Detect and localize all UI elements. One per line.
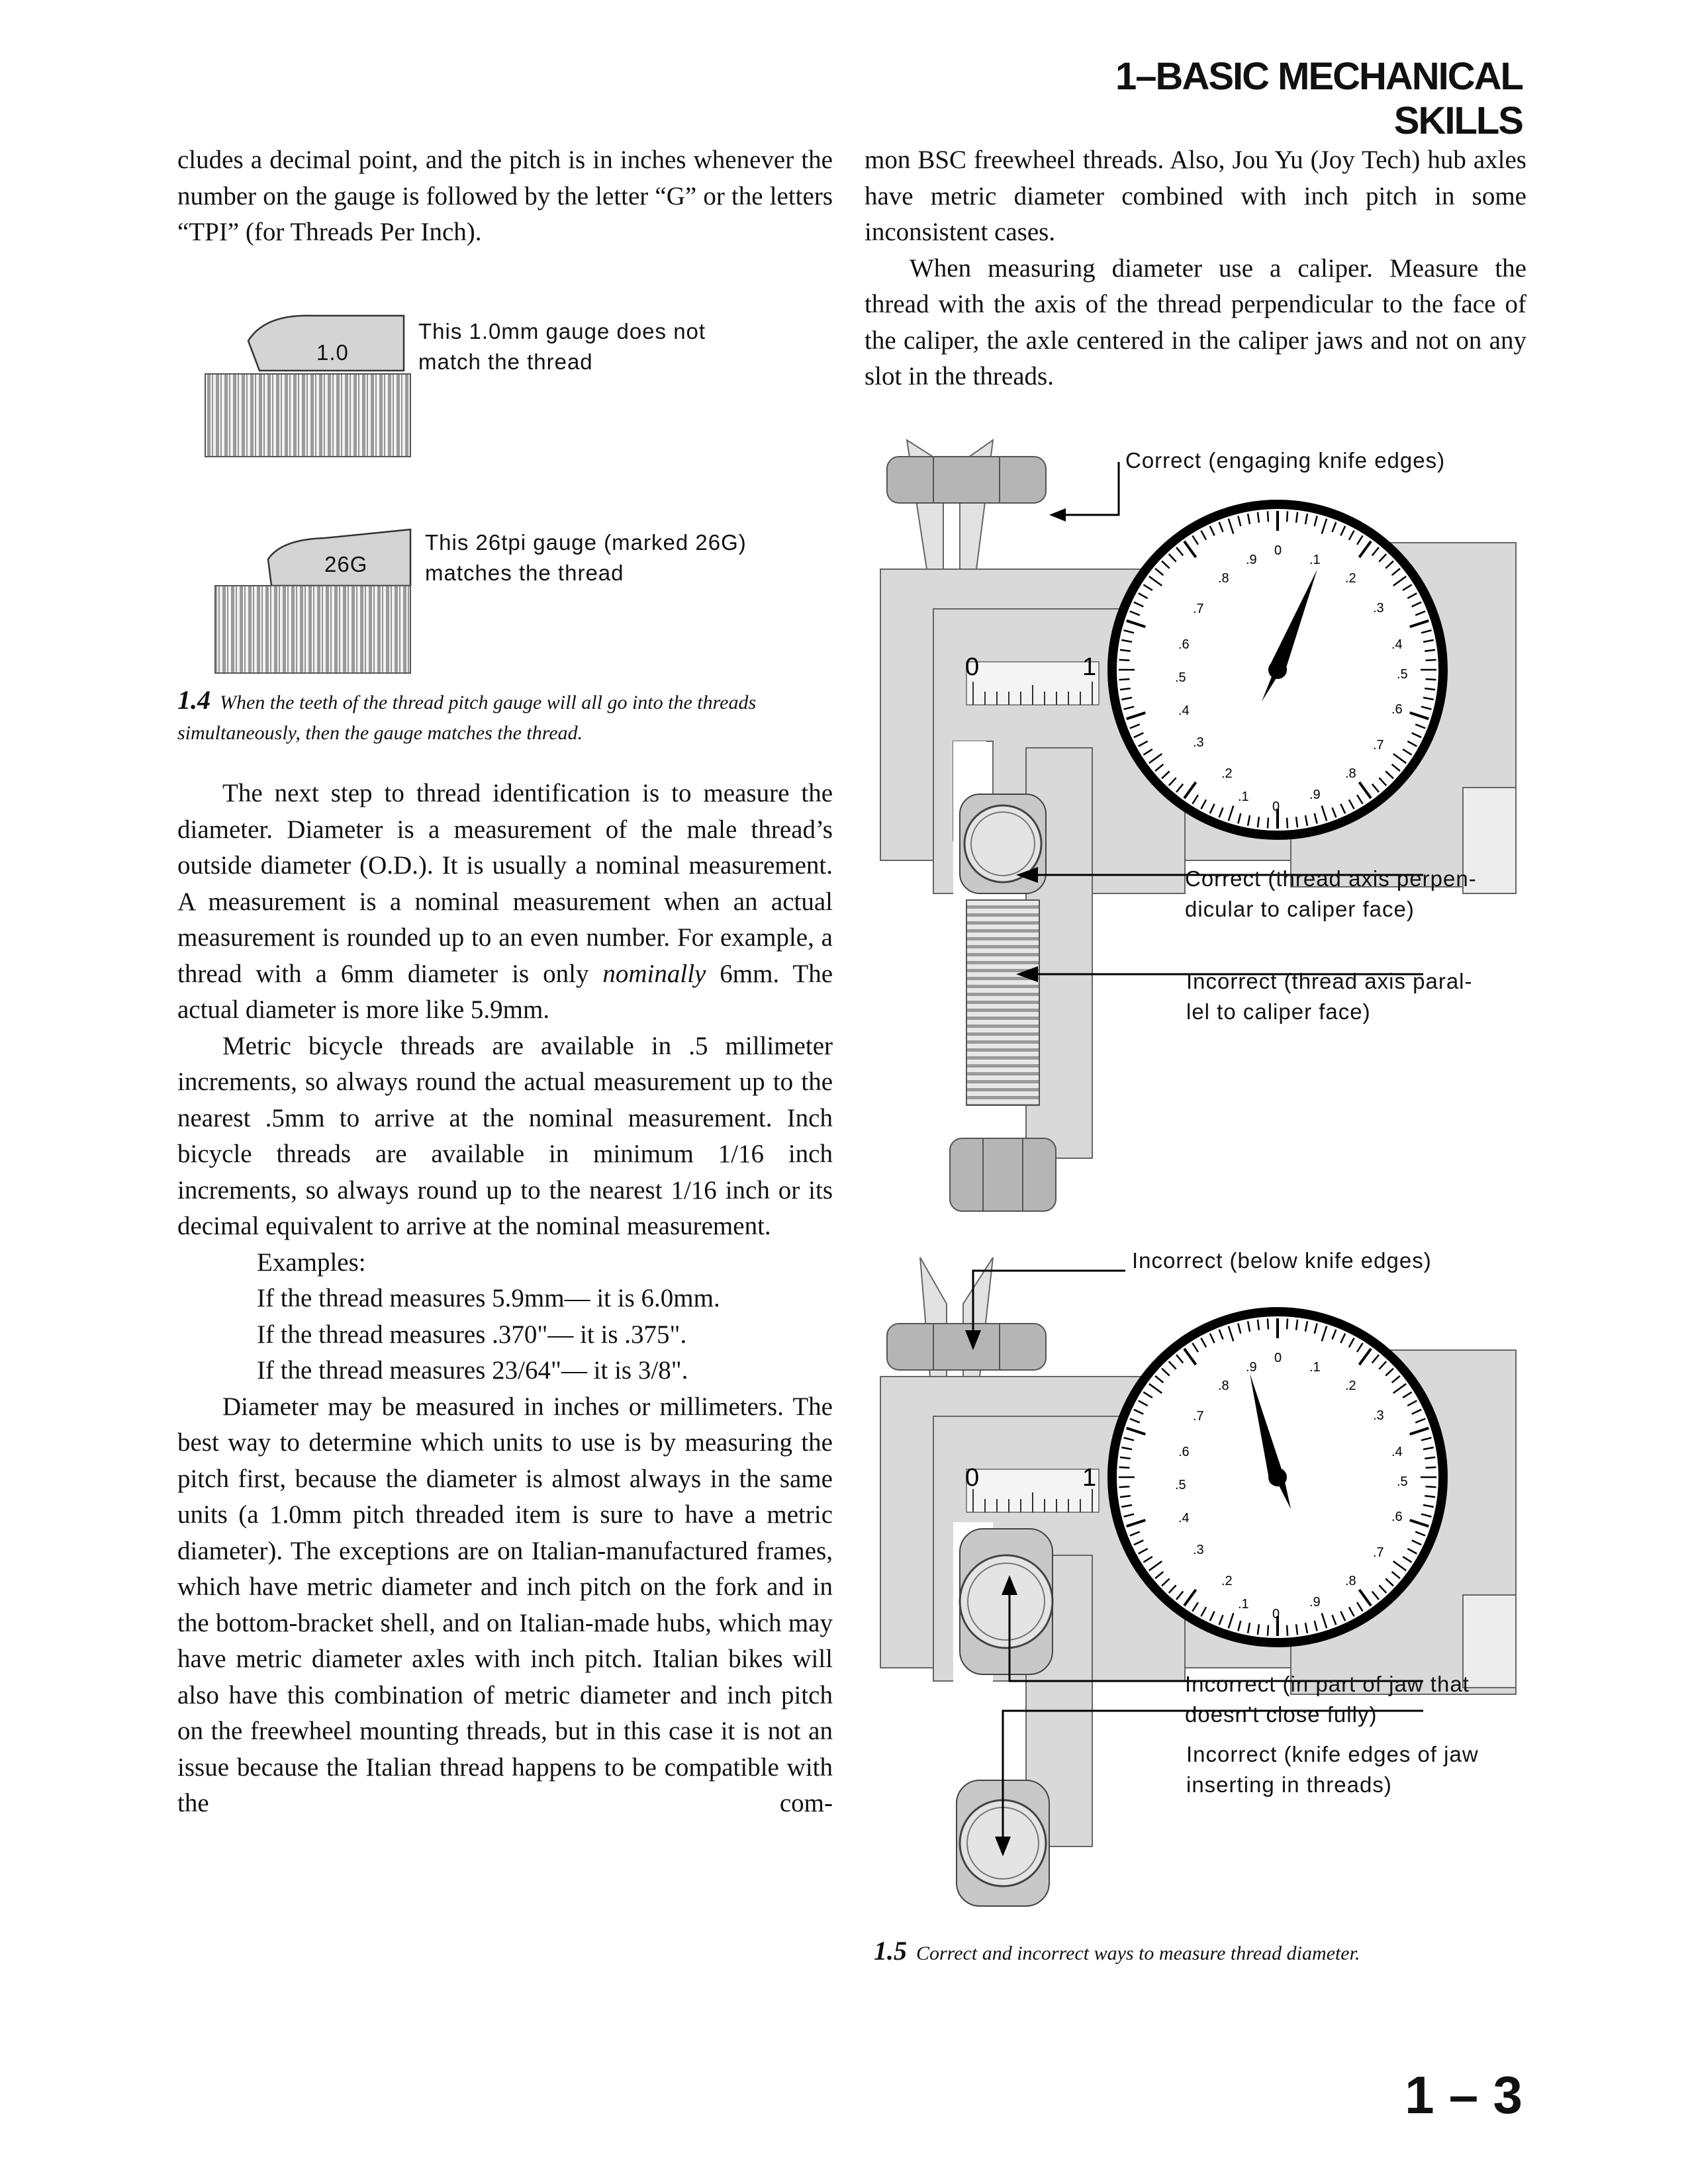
gauge-a-label-line2: match the thread — [418, 349, 593, 374]
example-item: If the thread measures 23/64"— it is 3/8". — [257, 1356, 688, 1385]
svg-text:.8: .8 — [1218, 1379, 1229, 1393]
label-incorrect-threads — [1186, 1739, 1479, 1800]
dial-num: .6 — [1391, 1510, 1403, 1524]
svg-text:.2: .2 — [1221, 1574, 1233, 1588]
figure-1-4-caption — [177, 685, 813, 749]
right-paragraph-1: mon BSC freewheel threads. Also, Jou Yu (Joy Tech) hub axles have metric diameter combined with inch pitch in some inconsistent cases. — [865, 146, 1526, 246]
dial-num: .5 — [1397, 1475, 1408, 1489]
dial-tick — [1287, 818, 1288, 829]
figure-1-5-caption-text: Correct and incorrect ways to measure thread diameter. — [916, 1942, 1360, 1964]
scale-one: 1 — [1082, 653, 1097, 681]
thread-gauge-figure-b — [205, 520, 430, 685]
page-number: 1 – 3 — [1405, 2066, 1523, 2124]
gauge-b-mark: 26G — [324, 552, 368, 576]
caliper-figure-top — [867, 437, 1529, 1218]
label-incorrect-threads-line1: Incorrect (knife edges of jaw — [1186, 1742, 1479, 1766]
svg-text:.4: .4 — [1178, 704, 1190, 718]
dial-num: .9 — [1309, 1595, 1321, 1610]
dial-num: .1 — [1309, 553, 1321, 567]
dial-tick — [1287, 511, 1288, 522]
diameter-paragraph — [177, 776, 833, 1028]
gauge-a-label — [418, 316, 706, 377]
dial-num: .1 — [1238, 790, 1249, 804]
dial-num: .9 — [1309, 788, 1321, 802]
dial-num: .2 — [1345, 571, 1356, 586]
svg-text:.9: .9 — [1246, 553, 1257, 567]
gauge-b-label-line1: This 26tpi gauge (marked 26G) — [425, 530, 747, 555]
gauge-a-label-line1: This 1.0mm gauge does not — [418, 319, 706, 343]
figure-1-5-caption — [874, 1936, 1523, 1969]
dial-num: .5 — [1397, 667, 1408, 682]
dial-tick — [1119, 1486, 1129, 1487]
dial-num: .3 — [1373, 1408, 1384, 1423]
figure-1-4-caption-text: When the teeth of the thread pitch gauge will all go into the threads simultaneously, then the gauge matches the thread. — [177, 692, 757, 744]
svg-text:.2: .2 — [1221, 766, 1233, 781]
right-top-text — [865, 142, 1526, 395]
gauge-b-label-line2: matches the thread — [425, 561, 624, 585]
svg-text:.7: .7 — [1193, 1409, 1204, 1424]
label-incorrect-parallel — [1186, 966, 1473, 1027]
svg-text:.5: .5 — [1175, 1478, 1186, 1492]
svg-text:.9: .9 — [1246, 1360, 1257, 1375]
diameter-paragraph-emphasis: nominally — [602, 959, 706, 988]
label-correct-perpendicular-line1: Correct (thread axis perpen- — [1185, 866, 1477, 891]
dial-num: .1 — [1238, 1597, 1249, 1612]
label-incorrect-below-knife: Incorrect (below knife edges) — [1132, 1248, 1432, 1273]
dial-num: .3 — [1373, 601, 1384, 615]
dial-num: .8 — [1345, 1574, 1356, 1588]
units-paragraph: Diameter may be measured in inches or millimeters. The best way to determine which units to use is by measuring the pitch first, because the diameter is almost always in the same units (a 1.0mm pitch threaded item is sure to have a metric diameter). The exceptions are on Italian-manufactured frames, which have metric diameter and inch pitch on the fork and in the bottom-bracket shell, and on Italian-made hubs, which may have metric diameter axles with inch pitch. Italian bikes will also have this combination of metric diameter and inch pitch on the freewheel mounting threads, but in this case it is not an issue because the Italian thread happens to be compatible with the com- — [177, 1392, 833, 1817]
dial-num: .1 — [1309, 1360, 1321, 1375]
gauge-b-label — [425, 527, 747, 588]
intro-paragraph: cludes a decimal point, and the pitch is in inches whenever the number on the gauge is followed by the letter “G” or the letters “TPI” (for Threads Per Inch). — [177, 146, 833, 246]
dial-tick — [1119, 1467, 1129, 1468]
gauge-a-mark: 1.0 — [316, 340, 349, 365]
dial-num: 0 — [1272, 1607, 1280, 1621]
examples-heading: Examples: — [257, 1248, 366, 1277]
increments-paragraph: Metric bicycle threads are available in .5 millimeter increments, so always round the actual measurement up to the nearest .5mm to arrive at the nominal measurement. Inch bicycle threads are available in minimum 1/16 inch increments, so always round up to the nearest 1/16 inch or its decimal equivalent to arrive at the nominal measurement. — [177, 1031, 833, 1240]
dial-num: .4 — [1391, 1445, 1403, 1459]
svg-text:.6: .6 — [1178, 1445, 1190, 1459]
right-paragraph-2: When measuring diameter use a caliper. Measure the thread with the axis of the thread perpendicular to the face of the caliper, the axle centered in the caliper jaws and not on any slot in the threads. — [865, 253, 1526, 390]
label-correct-perpendicular-line2: dicular to caliper face) — [1185, 897, 1415, 921]
label-incorrect-threads-line2: inserting in threads) — [1186, 1772, 1392, 1797]
svg-text:.3: .3 — [1193, 735, 1204, 750]
scale-zero: 0 — [965, 653, 980, 681]
diameter-paragraph-a: The next step to thread identification is to measure the diameter. Diameter is a measurement of the male thread’s outside diameter (O.D.). It is usually a nominal measurement. A measurement is a nominal measurement when an actual measurement is rounded up to an even number. For example, a thread with a 6mm diameter is only — [177, 779, 833, 988]
svg-text:.7: .7 — [1193, 602, 1204, 616]
dial-tick — [1287, 1318, 1288, 1329]
label-incorrect-parallel-line2: lel to caliper face) — [1186, 999, 1371, 1024]
svg-text:.8: .8 — [1218, 571, 1229, 586]
dial-num: 0 — [1274, 543, 1282, 558]
dial-num: 0 — [1274, 1351, 1282, 1365]
example-item: If the thread measures 5.9mm— it is 6.0mm. — [257, 1284, 720, 1312]
label-incorrect-parallel-line1: Incorrect (thread axis paral- — [1186, 969, 1473, 993]
dial-tick — [1287, 1625, 1288, 1636]
dial-num: .6 — [1391, 702, 1403, 717]
dial-num: .7 — [1373, 738, 1384, 752]
dial-tick — [1426, 1486, 1436, 1487]
dial-tick — [1426, 1467, 1436, 1468]
scale-zero: 0 — [965, 1464, 980, 1492]
chapter-header: 1–BASIC MECHANICAL SKILLS — [1115, 55, 1523, 142]
svg-text:.5: .5 — [1175, 670, 1186, 685]
dial-tick — [1426, 679, 1436, 680]
thread-gauge-figure-a — [199, 301, 424, 467]
caliper-figure-bottom — [867, 1244, 1529, 1946]
dial-num: .2 — [1345, 1379, 1356, 1393]
label-incorrect-jaw — [1185, 1669, 1470, 1730]
dial-num: 0 — [1272, 799, 1280, 814]
label-incorrect-jaw-line2: doesn't close fully) — [1185, 1702, 1378, 1727]
label-correct-knife-edges: Correct (engaging knife edges) — [1125, 448, 1446, 473]
label-incorrect-jaw-line1: Incorrect (in part of jaw that — [1185, 1672, 1470, 1696]
figure-1-5-number: 1.5 — [874, 1936, 907, 1966]
diameter-paragraph-b: 6mm. The actual diameter is more like 5.9mm. — [177, 959, 833, 1024]
dial-num: .7 — [1373, 1545, 1384, 1560]
dial-num: .4 — [1391, 637, 1403, 652]
svg-text:.3: .3 — [1193, 1543, 1204, 1557]
dial-tick — [1119, 679, 1129, 680]
label-correct-perpendicular — [1185, 864, 1477, 925]
left-main-text — [177, 776, 833, 1822]
example-item: If the thread measures .370"— it is .375". — [257, 1320, 687, 1349]
svg-text:.6: .6 — [1178, 637, 1190, 652]
svg-text:.4: .4 — [1178, 1511, 1190, 1525]
left-intro-block — [177, 142, 833, 251]
dial-num: .8 — [1345, 766, 1356, 781]
figure-1-4-number: 1.4 — [177, 685, 211, 715]
scale-one: 1 — [1082, 1464, 1097, 1492]
